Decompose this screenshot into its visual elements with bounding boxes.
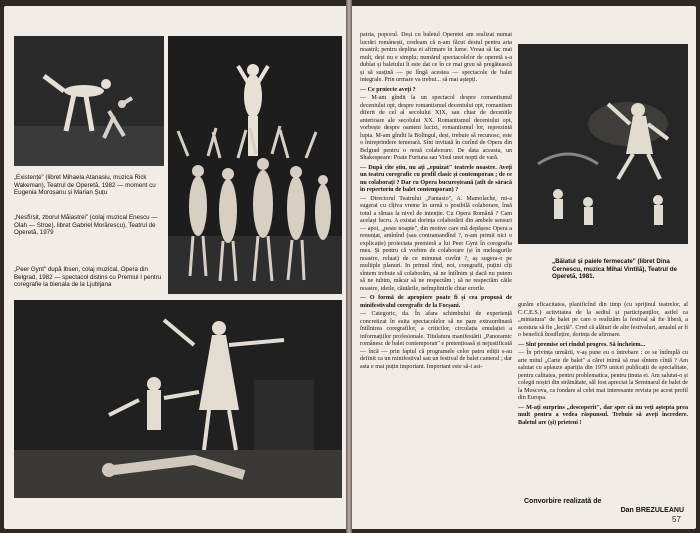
column1-lead: patria, poporul. Deși cu baletul Operetei am realizat numai lucrări românești, credeam că n-am făcut destul pentru arta noastră; pentru deplina ei afirmare în lume. Vreau să fac mai mult, deși nu e simplu; numărul spectacolelor de operetă s-a dublat și baletului îi este dat ce în ce mai greu să pregătească și să susțină — pe lîngă acestea — spectacole de balet integrale. Prin urmare va trebui... să mai aștepți. bbox=[360, 32, 512, 83]
photo-baiatul-image bbox=[518, 44, 688, 244]
question-3: — O formă de apropiere poate fi și cea propusă de minifestivalul coregrafic de la Focșani. bbox=[360, 295, 512, 309]
interview-credit bbox=[524, 497, 684, 515]
caption-existente: „Existențe" (libret Mihaela Atanasiu, muzica Rick Wakeman), Teatrul de Operetă, 1982 — moment cu Eugenia Moroșanu și Marian Șuțu bbox=[14, 174, 156, 197]
credit-name: Dan BREZULEANU bbox=[620, 507, 684, 514]
question-4: — Sînt premise ori rîndul progres. Să încheiem... bbox=[518, 341, 646, 348]
text-column-2 bbox=[518, 302, 688, 488]
caption-baiatul: „Băiatul și paiele fermecate" (libret Dina Cernescu, muzica Mihai Vintilă), Teatrul de Operetă, 1981. bbox=[552, 258, 677, 281]
answer-2: — Directorul Teatrului „Fantasio", A. Mamolache, mi-a sugerat cu cîțiva vreme în urmă o posibilă colaborare, însă totul a rămas la nivel de intenție. Cu Opera Română ? Cam același lucru. A existat dorința colaborării din ambele sensuri — apoi, „peste noapte", din motive care mă depășesc Opera a renunțat, amînînd (sau contramandînd ?, n-am primit nici o explicație) proiectata premieră a lui Peer Gynt în coregrafia mea. Și pentru că vorbim de colaborare (și în meleagurile noastre, reluat) de ce minunat cuvînt ?, aș sugera-o pe multiple planuri. In primul rînd, noi, coregrafii, puțini cîți sîntem trebuie să colaborăm, să ne întîlnim și dacă nu putem să ne iubim, măcar să ne respectăm ; să ne respectăm căile noastre, ideile, căutările, neîmplinirile chiar erorile. bbox=[360, 195, 512, 292]
photo-nesfarsit bbox=[168, 36, 342, 294]
question-5: — M-ați surprins „descoperit", dar sper că nu veți aștepta prea mult pentru a vedea răspunsul. Trebuie să aveți încredere. Baletul are (și) prieteni ! bbox=[518, 404, 688, 426]
text-column-1 bbox=[360, 32, 512, 512]
question-2: — După cîte știu, nu ați „epuizat" teatrele noastre. Aveți un teatru coregrafic cu profil clasic și contemporan ; de ce nu colaborați ? Dar cu Opera bucureșteană (atît de săracă în repertoriu de balet contemporan) ? bbox=[360, 164, 512, 193]
photo-existente bbox=[14, 36, 164, 166]
photo-nesfarsit-image bbox=[168, 36, 342, 294]
photo-existente-image bbox=[14, 36, 164, 166]
photo-peer-gynt bbox=[14, 300, 342, 498]
photo-peer-gynt-image bbox=[14, 300, 342, 498]
credit-label: Convorbire realizată de bbox=[524, 498, 602, 505]
page-number: 57 bbox=[672, 515, 681, 524]
right-page bbox=[352, 6, 696, 529]
answer-4: — În privința urmării, v-aș pune eu o întrebare : ce se întîmplă cu arte mitul „Carte de balet" a cărei inimă să mai sîntem cîntă ? Am salutat cu aplauze apariția din 1979 unicei publicații de specialitate, pentru calitatea, pentru problematica, pentru ținuta ei. Am salutat-o și colegii noștri din străinătate, săl fost apreciat la Seminarul de balet de la Moscova, ca fondare al celei mai interesante revista pe acest profil din Europa. bbox=[518, 350, 688, 401]
caption-nesfarsit: „Nesfîrșit, zborul Măiastrei" (colaj muzical Enescu — Olah — Stroe), libret Gabriel Morărescu), Teatrul de Operetă, 1979 bbox=[14, 214, 158, 237]
answer-1: — M-am gîndit la un spectacol despre romantismul deceniului opt, despre romantismul deceniului opt, romantism diferit de cel al secolului XIX, sau chiar de deceniile anterioare ale secolului XX. Romantismul deceniului opt, vorbește despre oameni lucizi, romantismul lor, reprezintă lupta. M-am gîndit la Bolingul, deși, trebuie să recunosc, este o întreprindere temerară. Sînt invitată în curînd de Opera din Belgrad pentru o nouă colaborare. De data aceasta, un Shakespeare: Poate Furtuna sau Visul unei nopți de vară. bbox=[360, 95, 512, 161]
answer-3: — Categoric, da. În afara schimbului de experiență concretizat în suita spectacolelor să ne pare extraordinară întîlnirea coregrafilor, a criticilor, circulația emulației a informațiilor profesionale. Titulatura manifestării „Panoramic românesc de balet contemporan" e pretențioasă și nejustificată — încă — prin faptul că programele celor patru ediții s-au definit ca un minifestival sau un festival de balet cameral ; dar asta e mai puțin important. Important este să-i asi- bbox=[360, 311, 512, 370]
caption-peer-gynt: „Peer Gynt" după Ibsen, colaj muzical, Opera din Belgrad, 1982 — spectacol distins cu Premiul I pentru coregrafie la bienala de la Ljubljana bbox=[14, 266, 162, 289]
photo-baiatul bbox=[518, 44, 688, 244]
left-page bbox=[4, 6, 346, 529]
question-1: — Ce proiecte aveți ? bbox=[360, 86, 416, 93]
column2-text: gurăm eficacitatea, planificînd din timp (cu sprijinul teatrelor, al C.C.E.S.) activitatea de la sediul și participanților, astfel ca „miniatura" de balet pe care o realizăm la festival să fie liberă, a acestuia să fie „lecțiă". Cred că alături de alte festivaluri, anualul ar fi o benefică însuflețire, dorința de afirmare. bbox=[518, 302, 688, 338]
